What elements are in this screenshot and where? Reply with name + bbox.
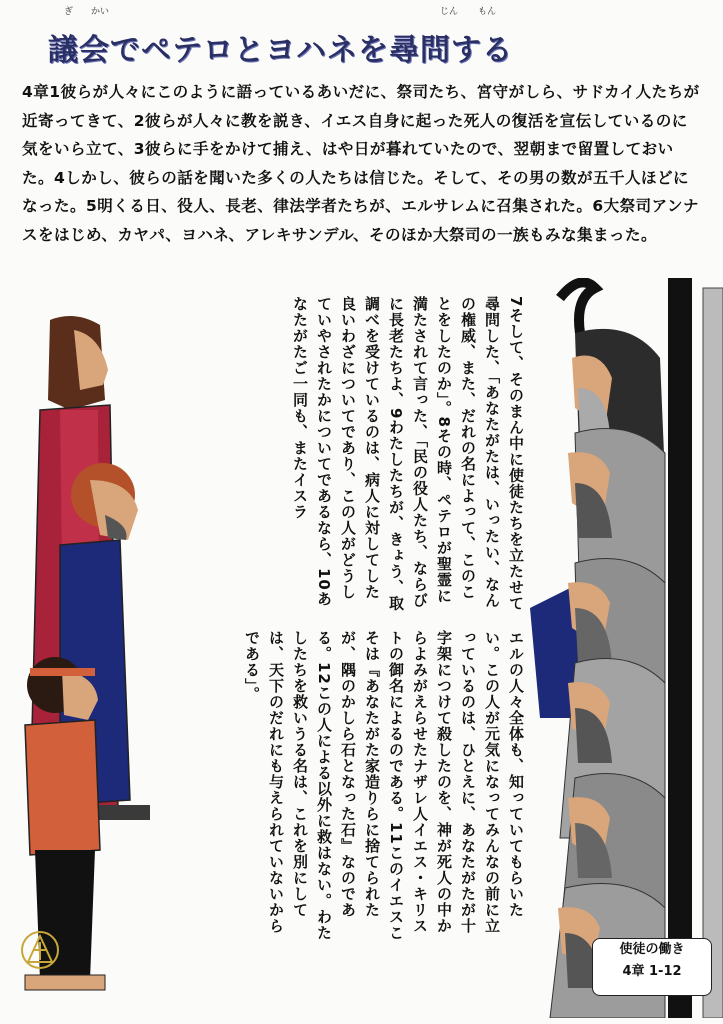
title-text: 議会でペテロとヨハネを尋問する: [48, 33, 513, 68]
verse-column-bottom: エルの人々全体も、知っていてもらいたい。この人が元気になってみんなの前に立っているのは、ひとえに、あなたがたが十字架につけて殺したのを、神が死人の中からよみがえらせたナザレ人イエス・キリストの御名によるのである。11このイエスこそは『あなたがた家造りらに捨てられたが、隅のかしら石となった石』なのである。12この人による以外に救はない。わたしたちを救いうる名は、これを別にしては、天下のだれにも与えられていないからである」。: [243, 630, 525, 941]
page-title: [48, 25, 513, 69]
scripture-reference-box: [592, 938, 712, 996]
ruby-kai: かい: [91, 7, 110, 17]
ruby-jin: じん: [440, 7, 459, 17]
ruby-gi: ぎ: [64, 7, 74, 17]
intro-paragraph: 4章1彼らが人々にこのように語っているあいだに、祭司たち、宮守がしら、サドカイ人たちが近寄ってきて、2彼らが人々に教を説き、イエス自身に起った死人の復活を宣伝しているのに気をいら立て、3彼らに手をかけて捕え、はや日が暮れていたので、翌朝まで留置しておいた。4しかし、彼らの話を聞いた多くの人たちは信じた。そして、その男の数が五千人ほどになった。5明くる日、役人、長老、律法学者たちが、エルサレムに召集された。6大祭司アンナスをはじめ、カヤパ、ヨハネ、アレキサンデル、そのほか大祭司の一族もみな集まった。: [22, 83, 700, 244]
apostles-illustration: [0, 310, 170, 1000]
council-illustration: [520, 278, 723, 1018]
book-name: 使徒の働き: [619, 942, 685, 957]
pillar-shape: [668, 278, 692, 1018]
ruby-mon: もん: [478, 7, 497, 17]
verse-column-top: 7そして、そのまん中に使徒たちを立たせて尋問した、「あなたがたは、いったい、なんの権威、また、だれの名によって、このことをしたのか」。8その時、ペテロが聖霊に満たされて言った、「民の役人たち、ならびに長老たちよ、9わたしたちが、きょう、取調べを受けているのは、病人に対してした良いわざについてであり、この人がどうしていやされたかについてであるなら、10あなたがたご一同も、またイスラ: [291, 296, 525, 612]
chapter-verse: 4章 1-12: [622, 964, 682, 979]
